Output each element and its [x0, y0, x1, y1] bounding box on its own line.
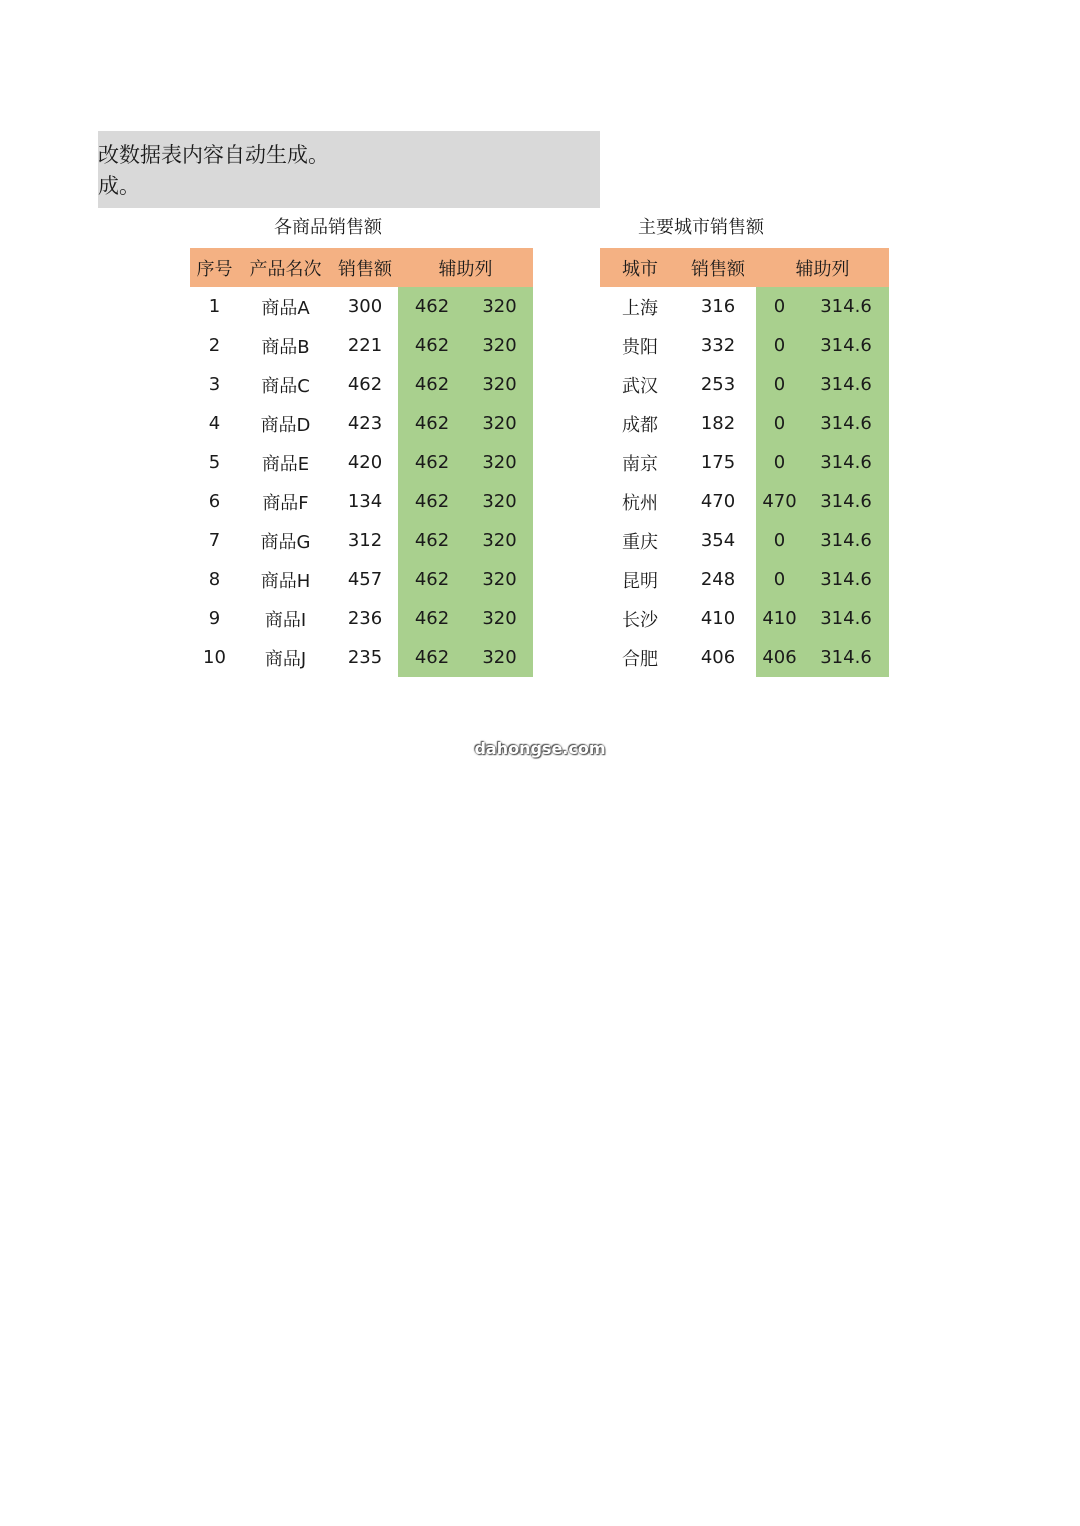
row-sales: 134: [347, 491, 383, 512]
row-helper-1: 462: [398, 326, 466, 365]
table-row: [190, 326, 533, 365]
row-helper-1: 462: [398, 521, 466, 560]
table-row: [600, 326, 889, 365]
row-product-name: 商品D: [260, 414, 311, 436]
row-product-name: 商品I: [264, 609, 307, 631]
table-row: [600, 365, 889, 404]
row-helper-2: 320: [466, 560, 533, 599]
row-helper-1: 406: [756, 638, 803, 677]
header-helper: 辅助列: [756, 248, 889, 287]
note-line-2: 成。: [98, 174, 140, 198]
table-row: [600, 443, 889, 482]
row-sales: 312: [347, 530, 383, 551]
table-row: [190, 365, 533, 404]
row-sales: 406: [700, 647, 736, 668]
row-helper-2: 314.6: [803, 365, 889, 404]
row-helper-1: 0: [756, 404, 803, 443]
row-sales: 410: [700, 608, 736, 629]
table-row: [600, 482, 889, 521]
row-helper-2: 320: [466, 482, 533, 521]
product-table-title: 各商品销售额: [274, 217, 382, 238]
row-sales: 423: [347, 413, 383, 434]
row-sales: 354: [700, 530, 736, 551]
row-helper-2: 320: [466, 287, 533, 326]
row-helper-2: 314.6: [803, 287, 889, 326]
note-line-1: 改数据表内容自动生成。: [98, 143, 329, 167]
row-helper-2: 314.6: [803, 404, 889, 443]
row-helper-1: 0: [756, 326, 803, 365]
row-helper-2: 320: [466, 521, 533, 560]
table-header-row: [190, 248, 533, 287]
row-sales: 175: [700, 452, 736, 473]
row-helper-2: 320: [466, 365, 533, 404]
table-header-row: [600, 248, 889, 287]
row-index: 10: [203, 647, 226, 668]
row-helper-1: 0: [756, 521, 803, 560]
row-city: 武汉: [622, 375, 658, 397]
row-index: 5: [208, 452, 221, 473]
row-helper-1: 0: [756, 287, 803, 326]
row-sales: 470: [700, 491, 736, 512]
row-index: 9: [208, 608, 221, 629]
row-helper-2: 320: [466, 599, 533, 638]
row-product-name: 商品H: [260, 570, 311, 592]
row-helper-1: 462: [398, 482, 466, 521]
row-helper-2: 314.6: [803, 482, 889, 521]
row-sales: 236: [347, 608, 383, 629]
row-sales: 462: [347, 374, 383, 395]
row-sales: 457: [347, 569, 383, 590]
row-sales: 182: [700, 413, 736, 434]
header-index: 序号: [190, 248, 239, 287]
product-sales-table: [190, 248, 533, 677]
table-row: [600, 521, 889, 560]
row-sales: 300: [347, 296, 383, 317]
row-helper-1: 0: [756, 560, 803, 599]
row-index: 2: [208, 335, 221, 356]
row-index: 6: [208, 491, 221, 512]
table-row: [600, 560, 889, 599]
row-helper-1: 462: [398, 560, 466, 599]
row-product-name: 商品G: [260, 531, 311, 553]
row-helper-2: 314.6: [803, 443, 889, 482]
table-row: [190, 482, 533, 521]
row-product-name: 商品J: [264, 648, 307, 670]
row-product-name: 商品A: [261, 297, 310, 319]
row-index: 3: [208, 374, 221, 395]
row-product-name: 商品F: [262, 492, 309, 514]
row-sales: 253: [700, 374, 736, 395]
row-sales: 248: [700, 569, 736, 590]
header-helper: 辅助列: [398, 248, 533, 287]
watermark-text: dahongse.com: [474, 739, 606, 758]
row-helper-1: 470: [756, 482, 803, 521]
row-city: 重庆: [622, 531, 658, 553]
table-row: [190, 638, 533, 677]
header-city: 城市: [600, 248, 680, 287]
row-sales: 420: [347, 452, 383, 473]
row-helper-1: 462: [398, 599, 466, 638]
row-sales: 332: [700, 335, 736, 356]
row-city: 贵阳: [622, 336, 658, 358]
row-product-name: 商品C: [261, 375, 310, 397]
row-helper-2: 314.6: [803, 326, 889, 365]
row-helper-2: 320: [466, 638, 533, 677]
row-helper-2: 314.6: [803, 599, 889, 638]
row-index: 1: [208, 296, 221, 317]
table-row: [600, 404, 889, 443]
row-city: 合肥: [622, 648, 658, 670]
table-row: [190, 521, 533, 560]
row-sales: 221: [347, 335, 383, 356]
row-helper-1: 462: [398, 287, 466, 326]
table-row: [190, 560, 533, 599]
row-city: 成都: [622, 414, 658, 436]
table-row: [600, 638, 889, 677]
table-row: [190, 287, 533, 326]
row-city: 长沙: [622, 609, 658, 631]
row-helper-1: 462: [398, 404, 466, 443]
row-helper-1: 0: [756, 365, 803, 404]
row-helper-1: 410: [756, 599, 803, 638]
table-row: [600, 599, 889, 638]
row-city: 南京: [622, 453, 658, 475]
header-sales: 销售额: [680, 248, 756, 287]
row-city: 上海: [622, 297, 658, 319]
row-city: 昆明: [622, 570, 658, 592]
row-sales: 316: [700, 296, 736, 317]
row-helper-1: 462: [398, 443, 466, 482]
row-helper-1: 462: [398, 365, 466, 404]
row-helper-2: 314.6: [803, 560, 889, 599]
row-helper-1: 462: [398, 638, 466, 677]
table-row: [600, 287, 889, 326]
table-row: [190, 443, 533, 482]
row-index: 4: [208, 413, 221, 434]
row-product-name: 商品E: [261, 453, 310, 475]
header-product-name: 产品名次: [239, 248, 332, 287]
row-helper-1: 0: [756, 443, 803, 482]
row-city: 杭州: [622, 492, 658, 514]
row-product-name: 商品B: [261, 336, 310, 358]
header-sales: 销售额: [332, 248, 398, 287]
table-row: [190, 599, 533, 638]
city-table-title: 主要城市销售额: [638, 217, 764, 238]
row-helper-2: 320: [466, 326, 533, 365]
row-helper-2: 320: [466, 443, 533, 482]
row-helper-2: 314.6: [803, 521, 889, 560]
row-helper-2: 314.6: [803, 638, 889, 677]
instruction-note: [98, 131, 600, 208]
row-sales: 235: [347, 647, 383, 668]
row-index: 7: [208, 530, 221, 551]
row-helper-2: 320: [466, 404, 533, 443]
city-sales-table: [600, 248, 889, 677]
table-row: [190, 404, 533, 443]
row-index: 8: [208, 569, 221, 590]
